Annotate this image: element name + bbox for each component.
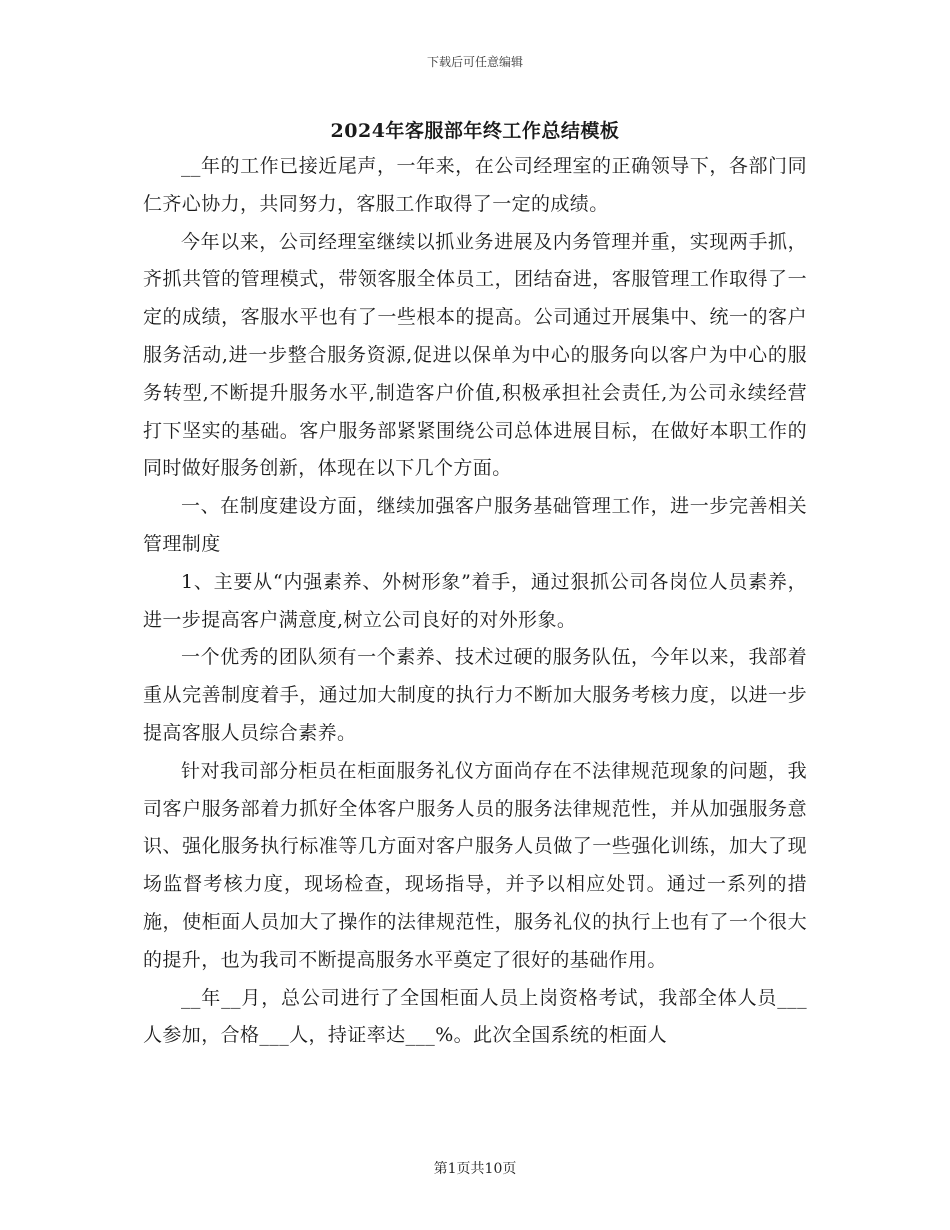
header-note: 下载后可任意编辑	[426, 55, 523, 69]
paragraph-1: __年的工作已接近尾声，一年来，在公司经理室的正确领导下，各部门同仁齐心协力，共同努力，客服工作取得了一定的成绩。	[143, 155, 807, 215]
page-footer: 第1页共10页	[433, 1161, 517, 1177]
paragraph-3: 一、在制度建设方面，继续加强客户服务基础管理工作，进一步完善相关管理制度	[143, 495, 807, 555]
document-body	[143, 148, 807, 1055]
document-title: 2024年客服部年终工作总结模板	[330, 120, 620, 142]
paragraph-2: 今年以来，公司经理室继续以抓业务进展及内务管理并重，实现两手抓，齐抓共管的管理模式，带领客服全体员工，团结奋进，客服管理工作取得了一定的成绩，客服水平也有了一些根本的提高。公司通过开展集中、统一的客户服务活动,进一步整合服务资源,促进以保单为中心的服务向以客户为中心的服务转型,不断提升服务水平,制造客户价值,积极承担社会责任,为公司永续经营打下坚实的基础。客户服务部紧紧围绕公司总体进展目标，在做好本职工作的同时做好服务创新，体现在以下几个方面。	[143, 230, 807, 480]
paragraph-4: 1、主要从“内强素养、外树形象”着手，通过狠抓公司各岗位人员素养，进一步提高客户满意度,树立公司良好的对外形象。	[143, 570, 807, 631]
paragraph-5: 一个优秀的团队须有一个素养、技术过硬的服务队伍，今年以来，我部着重从完善制度着手，通过加大制度的执行力不断加大服务考核力度，以进一步提高客服人员综合素养。	[143, 646, 807, 744]
paragraph-6: 针对我司部分柜员在柜面服务礼仪方面尚存在不法律规范现象的问题，我司客户服务部着力抓好全体客户服务人员的服务法律规范性，并从加强服务意识、强化服务执行标准等几方面对客户服务人员做了一些强化训练，加大了现场监督考核力度，现场检查，现场指导，并予以相应处罚。通过一系列的措施，使柜面人员加大了操作的法律规范性，服务礼仪的执行上也有了一个很大的提升，也为我司不断提高服务水平奠定了很好的基础作用。	[143, 759, 807, 971]
paragraph-7: __年__月，总公司进行了全国柜面人员上岗资格考试，我部全体人员___人参加，合格___人，持证率达___%。此次全国系统的柜面人	[143, 986, 807, 1047]
